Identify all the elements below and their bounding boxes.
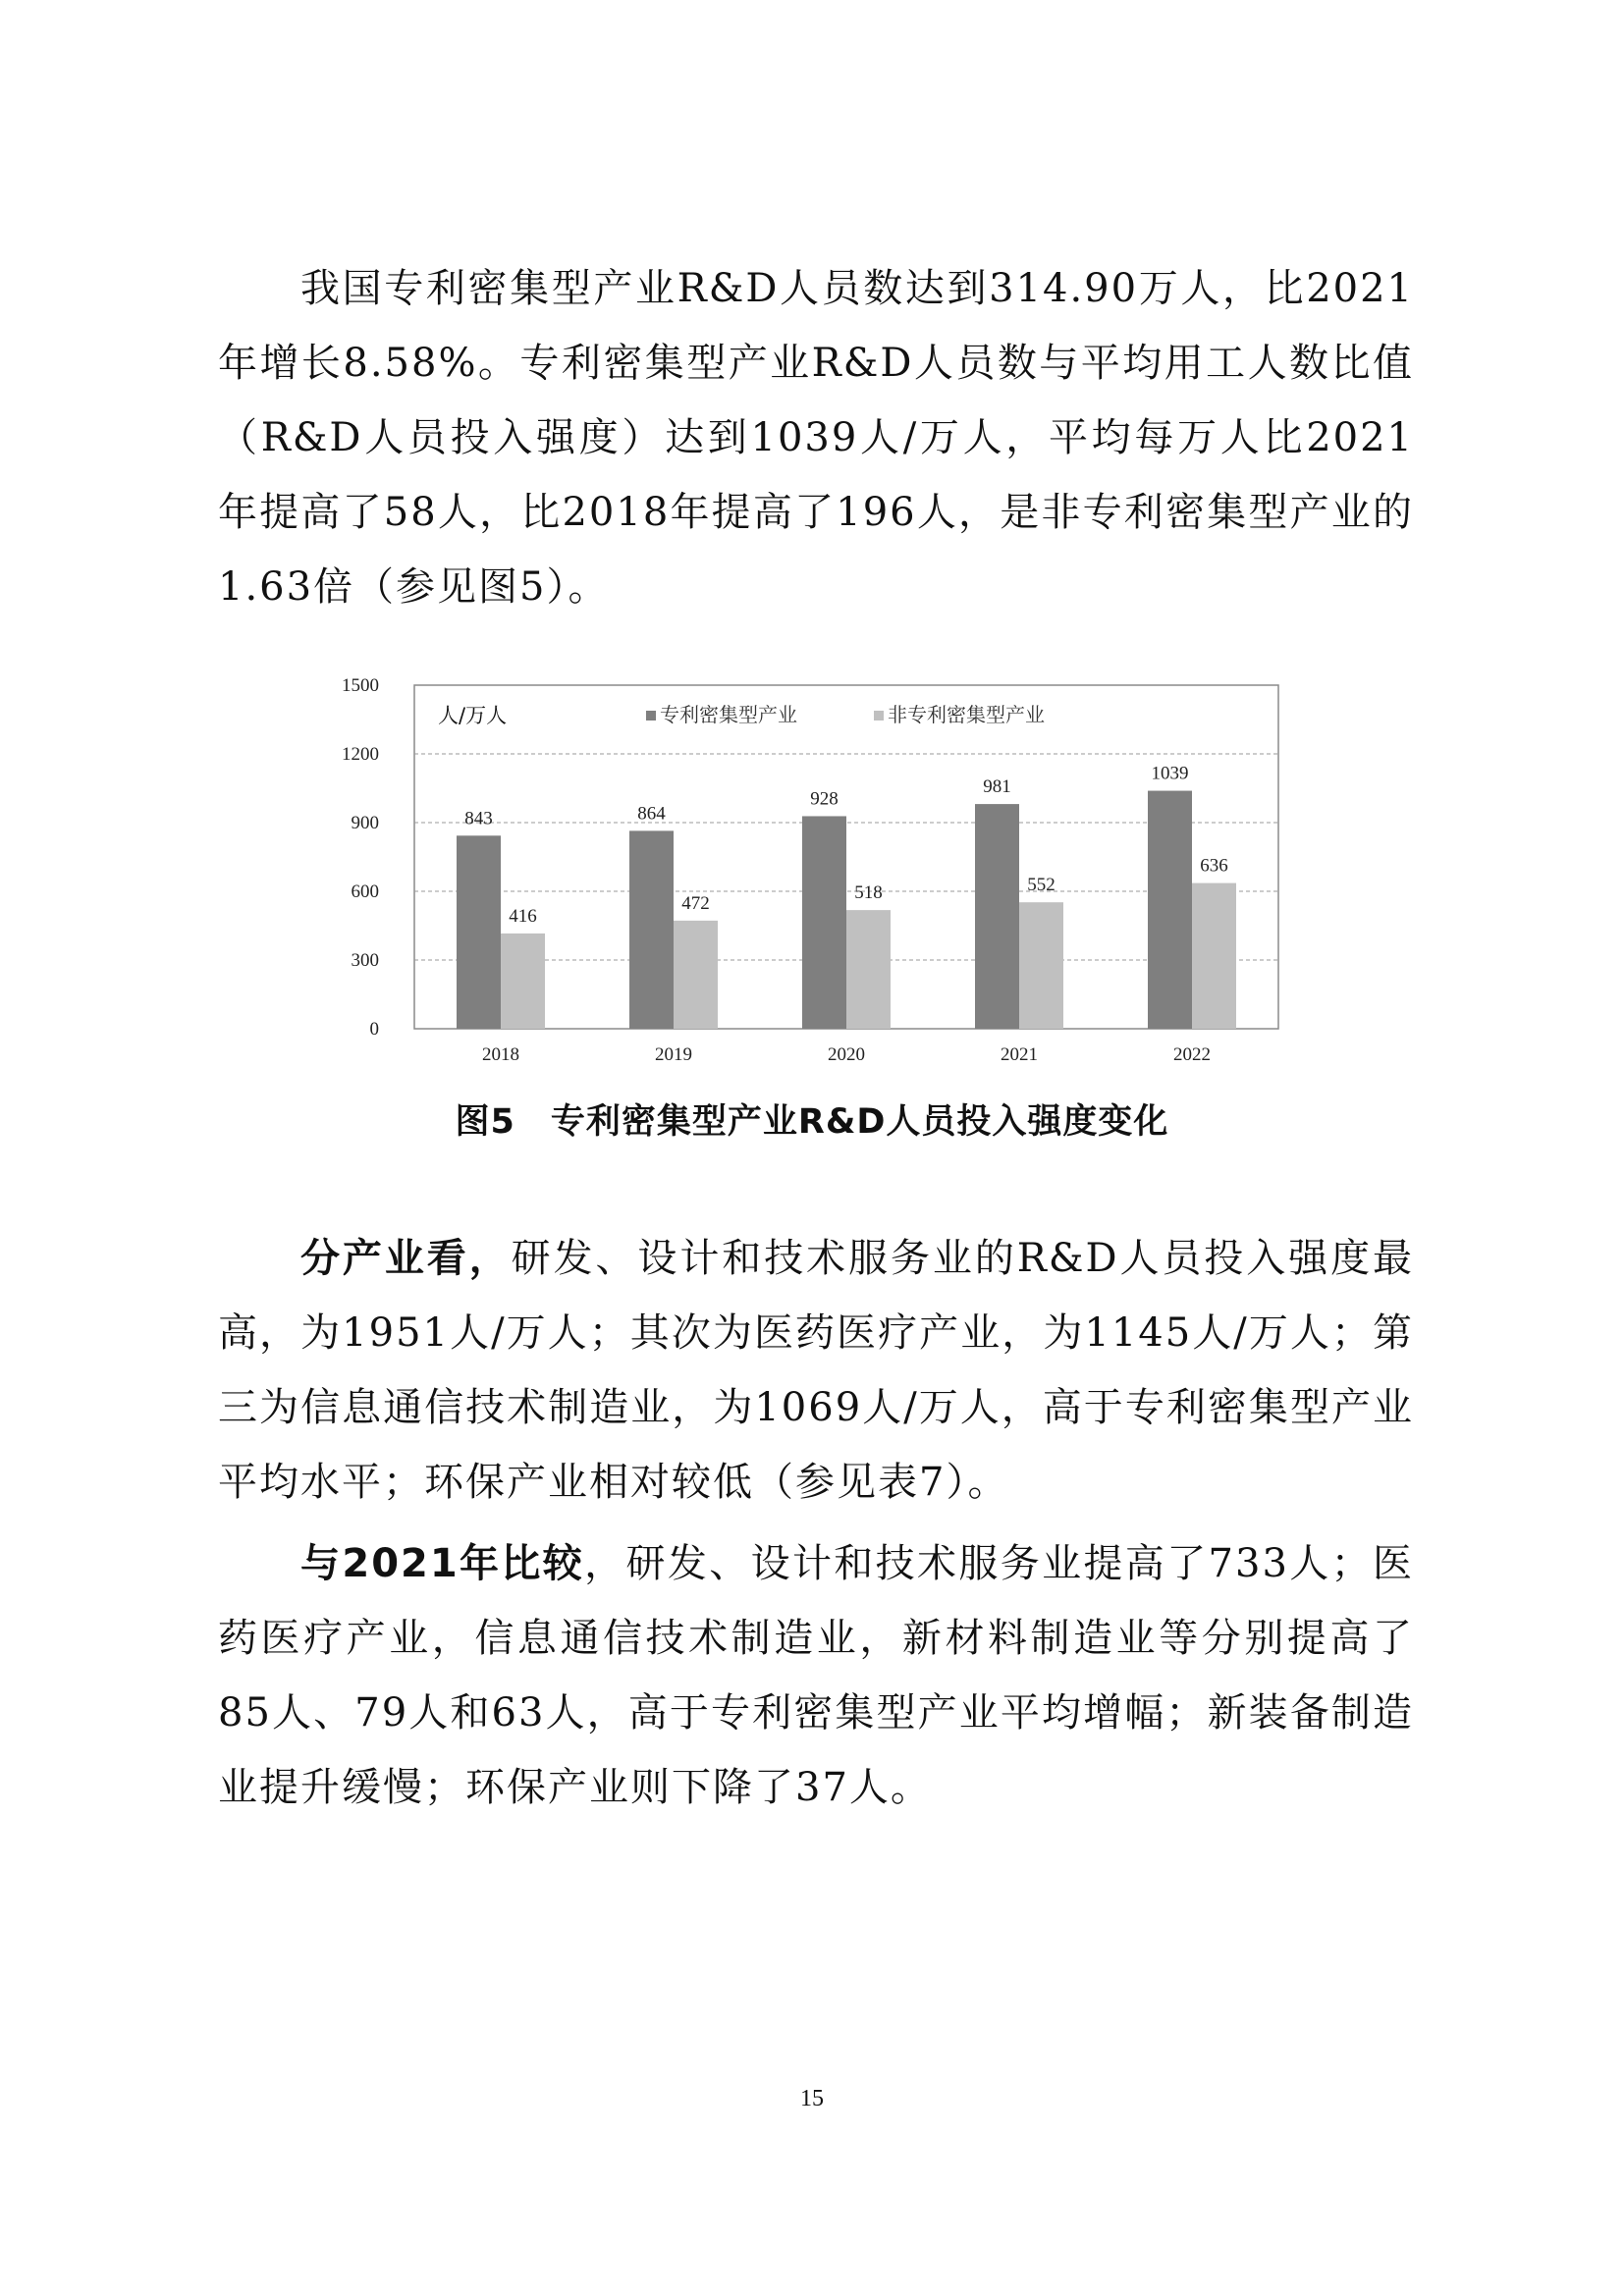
legend-label: 专利密集型产业 <box>660 703 797 726</box>
paragraph-2-lead: 分产业看， <box>300 1236 512 1281</box>
data-label: 552 <box>1027 875 1056 896</box>
y-unit-label: 人/万人 <box>438 704 508 727</box>
legend-swatch <box>874 711 884 721</box>
page-number: 15 <box>800 2086 824 2111</box>
paragraph-2-body: 研发、设计和技术服务业的R&D人员投入强度最高，为1951人/万人；其次为医药医疗产业，为1145人/万人；第三为信息通信技术制造业，为1069人/万人，高于专利密集型产业平均水平；环保产业相对较低（参见表7）。 <box>218 1236 1415 1505</box>
data-label: 416 <box>509 905 537 927</box>
y-tick-label: 900 <box>351 813 379 833</box>
x-tick-label: 2018 <box>482 1044 519 1065</box>
bar-non-patent-intensive <box>846 910 891 1029</box>
y-tick-label: 1200 <box>342 744 379 765</box>
bar-non-patent-intensive <box>1192 883 1236 1029</box>
data-label: 1039 <box>1151 763 1189 784</box>
bar-non-patent-intensive <box>501 934 545 1029</box>
figure-caption <box>0 1095 1624 1144</box>
paragraph-1: 我国专利密集型产业R&D人员数达到314.90万人，比2021年增长8.58%。专利密集型产业R&D人员数与平均用工人数比值（R&D人员投入强度）达到1039人/万人，平均每万人比2021年提高了58人，比2018年提高了196人，是非专利密集型产业的1.63倍（参见图5）。 <box>218 266 1414 610</box>
data-label: 636 <box>1200 855 1228 877</box>
y-tick-label: 0 <box>369 1019 379 1040</box>
figure-title: 专利密集型产业R&D人员投入强度变化 <box>550 1102 1169 1142</box>
paragraph-2 <box>218 1221 1414 1520</box>
legend-swatch <box>646 711 656 721</box>
data-label: 928 <box>810 788 839 810</box>
paragraph-3 <box>218 1526 1414 1825</box>
x-tick-label: 2019 <box>655 1044 692 1065</box>
y-tick-label: 1500 <box>342 675 379 696</box>
bar-patent-intensive <box>629 830 674 1029</box>
bar-non-patent-intensive <box>1019 902 1063 1029</box>
paragraph-3-body: ，研发、设计和技术服务业提高了733人；医药医疗产业，信息通信技术制造业，新材料制造业等分别提高了85人、79人和63人，高于专利密集型产业平均增幅；新装备制造业提升缓慢；环保产业则下降了37人。 <box>218 1541 1414 1810</box>
data-label: 472 <box>681 892 710 914</box>
y-tick-label: 600 <box>351 881 379 902</box>
bar-non-patent-intensive <box>674 921 718 1029</box>
figure-5-chart <box>324 667 1306 1080</box>
data-label: 864 <box>637 803 666 825</box>
paragraph-3-lead: 与2021年比较 <box>300 1541 585 1586</box>
figure-number: 图5 <box>455 1102 515 1142</box>
bar-patent-intensive <box>457 835 501 1029</box>
data-label: 981 <box>983 776 1011 798</box>
x-tick-label: 2020 <box>828 1044 865 1065</box>
bar-patent-intensive <box>802 816 846 1029</box>
y-tick-label: 300 <box>351 950 379 971</box>
bar-chart <box>324 667 1306 1080</box>
data-label: 843 <box>464 808 493 829</box>
x-tick-label: 2022 <box>1173 1044 1211 1065</box>
legend-label: 非专利密集型产业 <box>888 703 1045 726</box>
data-label: 518 <box>854 882 883 904</box>
bar-patent-intensive <box>1148 791 1192 1029</box>
x-tick-label: 2021 <box>1001 1044 1038 1065</box>
bar-patent-intensive <box>975 804 1019 1029</box>
